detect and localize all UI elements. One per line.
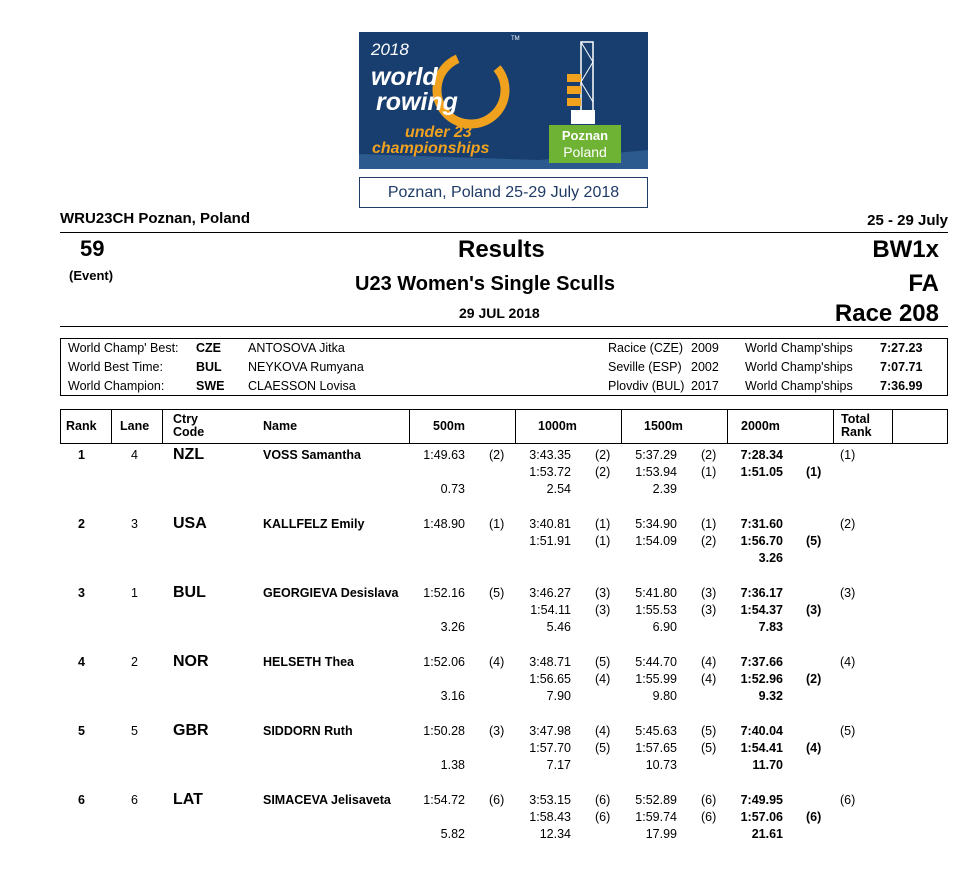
result-r500: (2) — [489, 448, 505, 462]
column-header-total-rank: Rank — [841, 425, 872, 439]
result-diff2000: 9.32 — [758, 689, 783, 703]
result-diff1000: 5.46 — [546, 620, 571, 634]
result-name: SIMACEVA Jelisaveta — [263, 793, 391, 807]
result-s2000: 1:52.96 — [740, 672, 783, 686]
column-divider — [515, 410, 516, 443]
result-t2000: 7:31.60 — [740, 517, 783, 531]
result-t1500: 5:44.70 — [635, 655, 677, 669]
result-name: GEORGIEVA Desislava — [263, 586, 399, 600]
record-event: World Champ'ships — [745, 341, 853, 355]
result-t2000: 7:36.17 — [740, 586, 783, 600]
result-s2000: 1:51.05 — [740, 465, 783, 479]
result-s1000: 1:57.70 — [529, 741, 571, 755]
result-r500: (5) — [489, 586, 505, 600]
result-rank: 6 — [78, 793, 85, 807]
record-country: BUL — [196, 360, 222, 374]
result-t1000: 3:43.35 — [529, 448, 571, 462]
result-s1000: 1:58.43 — [529, 810, 571, 824]
event-logo — [359, 32, 648, 169]
result-t1000: 3:46.27 — [529, 586, 571, 600]
logo-city-badge — [549, 125, 621, 163]
result-sr1500: (5) — [701, 741, 717, 755]
result-t2000: 7:28.34 — [740, 448, 783, 462]
race-date: 29 JUL 2018 — [459, 305, 540, 321]
result-sr1000: (5) — [595, 741, 611, 755]
result-s1500: 1:53.94 — [635, 465, 677, 479]
result-s1500: 1:55.99 — [635, 672, 677, 686]
result-sr1500: (1) — [701, 465, 717, 479]
result-rank: 3 — [78, 586, 85, 600]
result-t500: 1:49.63 — [423, 448, 465, 462]
result-t1000: 3:40.81 — [529, 517, 571, 531]
result-lane: 3 — [131, 517, 138, 531]
result-sr1000: (3) — [595, 603, 611, 617]
result-name: VOSS Samantha — [263, 448, 361, 462]
result-total: (3) — [840, 586, 856, 600]
result-diff2000: 11.70 — [752, 758, 783, 772]
result-diff1000: 12.34 — [539, 827, 571, 841]
result-r500: (6) — [489, 793, 505, 807]
result-code: NOR — [173, 653, 209, 670]
result-rank: 5 — [78, 724, 85, 738]
column-header-code: Code — [173, 425, 205, 439]
result-diff1000: 2.54 — [546, 482, 571, 496]
record-label: World Champ' Best: — [68, 341, 179, 355]
record-label: World Champion: — [68, 379, 165, 393]
event-code: BW1x — [872, 236, 939, 263]
column-divider — [409, 410, 410, 443]
logo-world: world — [371, 63, 438, 91]
result-code: LAT — [173, 791, 203, 808]
record-holder: NEYKOVA Rumyana — [248, 360, 364, 374]
logo-city: Poznan — [561, 128, 609, 143]
result-r500: (1) — [489, 517, 505, 531]
record-time: 7:36.99 — [880, 379, 923, 393]
result-sr2000: (2) — [806, 672, 822, 686]
title-rule — [60, 326, 948, 327]
result-s1500: 1:55.53 — [635, 603, 677, 617]
result-s1500: 1:59.74 — [635, 810, 677, 824]
result-s2000: 1:54.41 — [740, 741, 783, 755]
result-t500: 1:54.72 — [423, 793, 465, 807]
result-lane: 2 — [131, 655, 138, 669]
result-sr1500: (3) — [701, 603, 717, 617]
record-holder: CLAESSON Lovisa — [248, 379, 356, 393]
result-t1000: 3:48.71 — [529, 655, 571, 669]
result-total: (2) — [840, 517, 856, 531]
result-sr1500: (4) — [701, 672, 717, 686]
result-code: USA — [173, 515, 207, 532]
result-diff1500: 6.90 — [652, 620, 677, 634]
race-phase: FA — [908, 270, 939, 297]
result-diff500: 3.26 — [440, 620, 465, 634]
result-diff500: 3.16 — [440, 689, 465, 703]
result-s2000: 1:57.06 — [740, 810, 783, 824]
result-s1000: 1:53.72 — [529, 465, 571, 479]
results-table-header — [60, 409, 948, 444]
logo-championships: championships — [372, 140, 490, 157]
column-divider — [621, 410, 622, 443]
result-diff2000: 3.26 — [758, 551, 783, 565]
result-r1500: (4) — [701, 655, 717, 669]
result-sr1500: (6) — [701, 810, 717, 824]
result-s1500: 1:57.65 — [635, 741, 677, 755]
competition-dates: 25 - 29 July — [867, 212, 948, 229]
result-r1000: (1) — [595, 517, 611, 531]
column-header-1000m: 1000m — [538, 419, 577, 433]
result-lane: 1 — [131, 586, 138, 600]
result-sr1000: (6) — [595, 810, 611, 824]
result-sr2000: (4) — [806, 741, 822, 755]
result-r1500: (5) — [701, 724, 717, 738]
result-sr1500: (2) — [701, 534, 717, 548]
result-name: KALLFELZ Emily — [263, 517, 365, 531]
result-t1000: 3:47.98 — [529, 724, 571, 738]
result-t500: 1:48.90 — [423, 517, 465, 531]
record-time: 7:27.23 — [880, 341, 923, 355]
column-header-500m: 500m — [433, 419, 465, 433]
logo-year: 2018 — [371, 40, 409, 59]
column-divider — [727, 410, 728, 443]
result-t1000: 3:53.15 — [529, 793, 571, 807]
result-diff1000: 7.17 — [546, 758, 571, 772]
column-header-name: Name — [263, 419, 298, 433]
record-year: 2017 — [691, 379, 719, 393]
result-code: BUL — [173, 584, 206, 601]
result-rank: 1 — [78, 448, 85, 462]
result-sr1000: (4) — [595, 672, 611, 686]
header-rule — [60, 232, 948, 233]
result-r500: (3) — [489, 724, 505, 738]
result-r1000: (5) — [595, 655, 611, 669]
result-t1500: 5:41.80 — [635, 586, 677, 600]
result-diff500: 0.73 — [440, 482, 465, 496]
result-total: (1) — [840, 448, 856, 462]
event-number: 59 — [80, 236, 105, 261]
result-s1000: 1:56.65 — [529, 672, 571, 686]
result-r500: (4) — [489, 655, 505, 669]
result-r1000: (6) — [595, 793, 611, 807]
result-r1000: (2) — [595, 448, 611, 462]
result-diff1500: 2.39 — [652, 482, 677, 496]
result-lane: 4 — [131, 448, 138, 462]
column-header-1500m: 1500m — [644, 419, 683, 433]
logo-trademark: TM — [511, 36, 520, 42]
result-s1500: 1:54.09 — [635, 534, 677, 548]
result-r1000: (3) — [595, 586, 611, 600]
result-t1500: 5:52.89 — [635, 793, 677, 807]
column-divider — [111, 410, 112, 443]
result-sr2000: (6) — [806, 810, 822, 824]
result-name: SIDDORN Ruth — [263, 724, 353, 738]
result-t2000: 7:49.95 — [740, 793, 783, 807]
record-event: World Champ'ships — [745, 379, 853, 393]
result-r1500: (3) — [701, 586, 717, 600]
result-t500: 1:50.28 — [423, 724, 465, 738]
result-s2000: 1:56.70 — [740, 534, 783, 548]
result-sr1000: (2) — [595, 465, 611, 479]
column-divider — [892, 410, 893, 443]
result-t500: 1:52.16 — [423, 586, 465, 600]
column-header-ctry: Ctry — [173, 412, 199, 426]
result-name: HELSETH Thea — [263, 655, 354, 669]
result-r1000: (4) — [595, 724, 611, 738]
result-sr2000: (5) — [806, 534, 822, 548]
result-s1000: 1:54.11 — [530, 603, 571, 617]
logo-country: Poland — [563, 144, 607, 160]
logo-rowing: rowing — [376, 88, 458, 116]
result-lane: 5 — [131, 724, 138, 738]
result-diff1500: 17.99 — [645, 827, 677, 841]
record-holder: ANTOSOVA Jitka — [248, 341, 345, 355]
result-diff2000: 21.61 — [751, 827, 783, 841]
result-r1500: (1) — [701, 517, 717, 531]
result-t2000: 7:37.66 — [740, 655, 783, 669]
record-place: Plovdiv (BUL) — [608, 379, 685, 393]
column-header-lane: Lane — [120, 419, 150, 433]
record-time: 7:07.71 — [880, 360, 923, 374]
result-total: (6) — [840, 793, 856, 807]
result-t1500: 5:45.63 — [635, 724, 677, 738]
competition-name: WRU23CH Poznan, Poland — [60, 210, 251, 227]
result-t1500: 5:34.90 — [635, 517, 677, 531]
result-t2000: 7:40.04 — [740, 724, 783, 738]
record-year: 2002 — [691, 360, 719, 374]
event-label: (Event) — [69, 268, 114, 283]
result-rank: 2 — [78, 517, 85, 531]
record-country: SWE — [196, 379, 225, 393]
result-diff2000: 7.83 — [758, 620, 783, 634]
column-header-2000m: 2000m — [741, 419, 780, 433]
result-sr2000: (3) — [806, 603, 822, 617]
race-number: Race 208 — [834, 300, 939, 327]
result-lane: 6 — [131, 793, 138, 807]
result-diff1500: 9.80 — [652, 689, 677, 703]
result-total: (5) — [840, 724, 856, 738]
column-header-rank: Rank — [66, 419, 97, 433]
result-total: (4) — [840, 655, 856, 669]
record-label: World Best Time: — [68, 360, 163, 374]
column-divider — [833, 410, 834, 443]
venue-dates-box: Poznan, Poland 25-29 July 2018 — [359, 177, 648, 208]
logo-under23: under 23 — [405, 124, 472, 141]
result-rank: 4 — [78, 655, 85, 669]
result-diff500: 5.82 — [440, 827, 465, 841]
result-sr2000: (1) — [806, 465, 822, 479]
record-year: 2009 — [691, 341, 719, 355]
result-r1500: (6) — [701, 793, 717, 807]
record-event: World Champ'ships — [745, 360, 853, 374]
record-place: Seville (ESP) — [608, 360, 682, 374]
event-name: U23 Women's Single Sculls — [355, 273, 616, 295]
result-sr1000: (1) — [595, 534, 611, 548]
record-country: CZE — [196, 341, 221, 355]
result-diff1500: 10.73 — [645, 758, 677, 772]
column-divider — [162, 410, 163, 443]
records-box — [60, 338, 948, 396]
result-s2000: 1:54.37 — [740, 603, 783, 617]
column-header-total: Total — [841, 412, 870, 426]
result-s1000: 1:51.91 — [529, 534, 571, 548]
result-t500: 1:52.06 — [423, 655, 465, 669]
result-r1500: (2) — [701, 448, 717, 462]
result-diff500: 1.38 — [440, 758, 465, 772]
result-t1500: 5:37.29 — [635, 448, 677, 462]
result-code: NZL — [173, 446, 205, 463]
result-code: GBR — [173, 722, 209, 739]
record-place: Racice (CZE) — [608, 341, 684, 355]
results-title: Results — [458, 236, 545, 263]
result-diff1000: 7.90 — [546, 689, 571, 703]
